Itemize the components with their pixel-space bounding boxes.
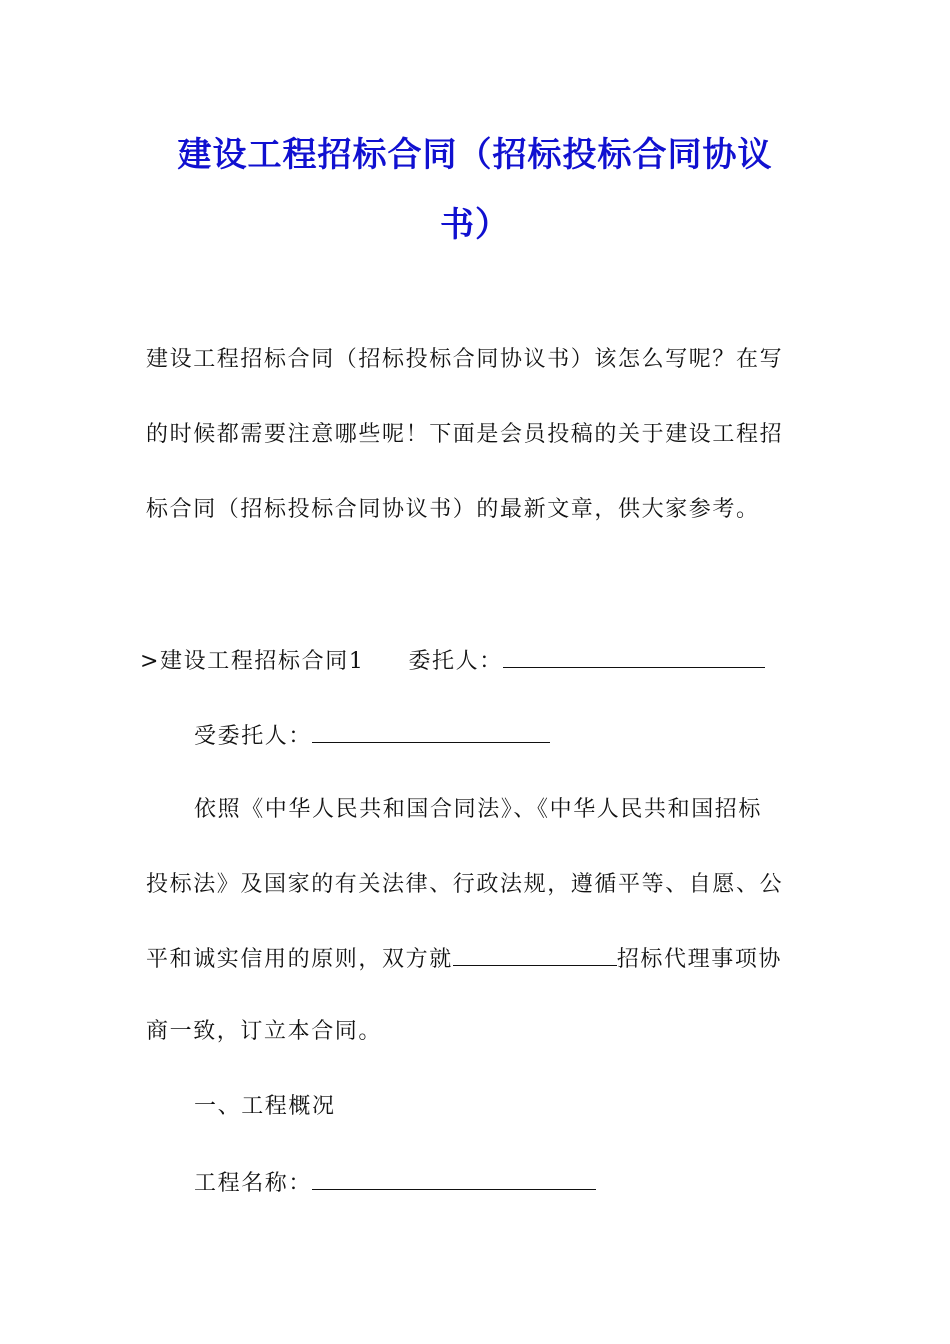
matter-blank [453,943,617,966]
client-blank [503,645,765,668]
body-line-3 [146,943,782,975]
client-label: 委托人： [408,649,503,674]
project-name-blank [312,1167,596,1190]
intro-line-3: 标合同（招标投标合同协议书）的最新文章，供大家参考。 [146,497,760,522]
project-name-row [194,1167,596,1199]
agent-label: 受委托人： [194,724,313,749]
body-line-4: 商一致，订立本合同。 [146,1019,383,1044]
intro-line-2: 的时候都需要注意哪些呢！下面是会员投稿的关于建设工程招 [146,422,784,447]
article-1-heading: 一、工程概况 [194,1094,336,1119]
agent-blank [312,720,550,743]
body-line-3-before: 平和诚实信用的原则，双方就 [146,947,453,972]
section-heading-row [140,645,765,677]
agent-row [194,720,550,752]
section-heading: >建设工程招标合同1 [140,649,365,674]
document-title-line-1: 建设工程招标合同（招标投标合同协议 [177,135,773,175]
project-name-label: 工程名称： [194,1171,313,1196]
intro-line-1: 建设工程招标合同（招标投标合同协议书）该怎么写呢？在写 [146,347,784,372]
body-line-3-after: 招标代理事项协 [616,947,783,972]
body-line-1: 依照《中华人民共和国合同法》、《中华人民共和国招标 [194,797,763,822]
document-title-line-2: 书） [440,205,510,245]
body-line-2: 投标法》及国家的有关法律、行政法规，遵循平等、自愿、公 [146,872,784,897]
